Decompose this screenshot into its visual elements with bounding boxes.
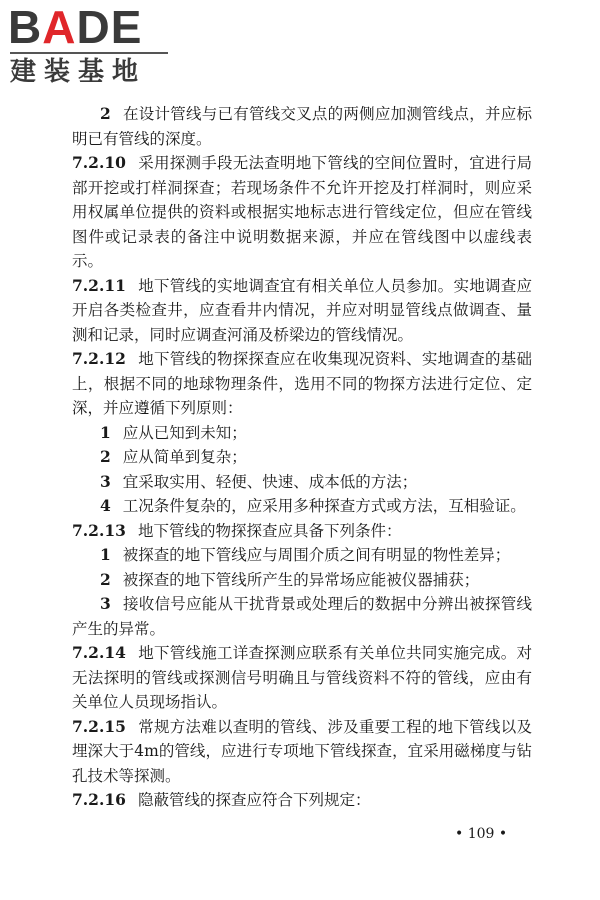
list-item	[72, 102, 532, 151]
clause-number: 7.2.10	[72, 153, 126, 172]
list-item	[72, 543, 532, 568]
item-number: 2	[100, 104, 111, 123]
clause-number: 7.2.14	[72, 643, 126, 662]
clause-number: 7.2.12	[72, 349, 126, 368]
item-text: 在设计管线与已有管线交叉点的两侧应加测管线点，并应标明已有管线的深度。	[72, 105, 532, 148]
list-item	[72, 494, 532, 519]
clause-text: 隐蔽管线的探查应符合下列规定：	[137, 791, 371, 809]
bade-logo	[8, 1, 178, 87]
logo-wordmark	[8, 1, 178, 53]
item-number: 1	[100, 422, 111, 442]
clause-number: 7.2.13	[72, 520, 126, 540]
clause-7-2-14	[72, 641, 532, 715]
clause-text: 地下管线的物探探查应具备下列条件：	[137, 521, 402, 540]
clause-text: 地下管线的物探探查应在收集现况资料、实地调查的基础上，根据不同的地球物理条件，选用不同的物探方法进行定位、定深，并应遵循下列原则：	[72, 350, 532, 417]
list-item	[72, 592, 532, 641]
document-body	[72, 102, 532, 813]
clause-text: 地下管线的实地调查宜有相关单位人员参加。实地调查应开启各类检查井，应查看井内情况，并应对明显管线点做调查、量测和记录，同时应调查河涌及桥梁边的管线情况。	[72, 276, 532, 344]
list-item	[72, 445, 532, 470]
item-number: 1	[100, 545, 111, 564]
item-number: 2	[100, 447, 111, 466]
page-number: • 109 •	[455, 826, 508, 842]
item-number: 3	[100, 594, 111, 613]
item-number: 4	[100, 496, 111, 515]
logo-subtitle: 建装基地	[10, 57, 147, 87]
clause-number: 7.2.11	[72, 275, 126, 295]
logo-letter-b: B	[8, 1, 43, 53]
clause-number: 7.2.15	[72, 716, 126, 736]
clause-7-2-15	[72, 715, 532, 789]
clause-7-2-11	[72, 274, 532, 348]
clause-text: 采用探测手段无法查明地下管线的空间位置时，宜进行局部开挖或打样洞探查；若现场条件不允许开挖及打样洞时，则应采用权属单位提供的资料或根据实地标志进行管线定位，但应在管线图件或记录表的备注中说明数据来源，并应在管线图中以虚线表示。	[72, 154, 532, 270]
clause-7-2-12	[72, 347, 532, 421]
list-item	[72, 470, 532, 495]
item-text: 被探查的地下管线所产生的异常场应能被仪器捕获；	[122, 570, 480, 589]
list-item	[72, 421, 532, 446]
list-item	[72, 568, 532, 593]
clause-7-2-13	[72, 519, 532, 544]
item-number: 2	[100, 569, 111, 589]
clause-text: 地下管线施工详查探测应联系有关单位共同实施完成。对无法探明的管线或探测信号明确且与管线资料不符的管线，应由有关单位人员现场指认。	[72, 644, 532, 711]
clause-7-2-16	[72, 788, 532, 813]
item-text: 应从简单到复杂；	[122, 448, 247, 466]
item-text: 接收信号应能从干扰背景或处理后的数据中分辨出被探管线产生的异常。	[72, 595, 532, 638]
item-number: 3	[100, 471, 111, 491]
logo-letter-a: A	[42, 1, 77, 53]
item-text: 宜采取实用、轻便、快速、成本低的方法；	[122, 472, 418, 491]
logo-letters-de: DE	[76, 1, 143, 53]
clause-number: 7.2.16	[72, 790, 126, 809]
item-text: 被探查的地下管线应与周围介质之间有明显的物性差异；	[122, 546, 511, 564]
item-text: 工况条件复杂的，应采用多种探查方式或方法，互相验证。	[122, 497, 526, 515]
clause-7-2-10	[72, 151, 532, 274]
clause-text: 常规方法难以查明的管线、涉及重要工程的地下管线以及埋深大于4m的管线，应进行专项地下管线探查，宜采用磁梯度与钻孔技术等探测。	[72, 717, 532, 785]
item-text: 应从已知到未知；	[122, 423, 247, 442]
